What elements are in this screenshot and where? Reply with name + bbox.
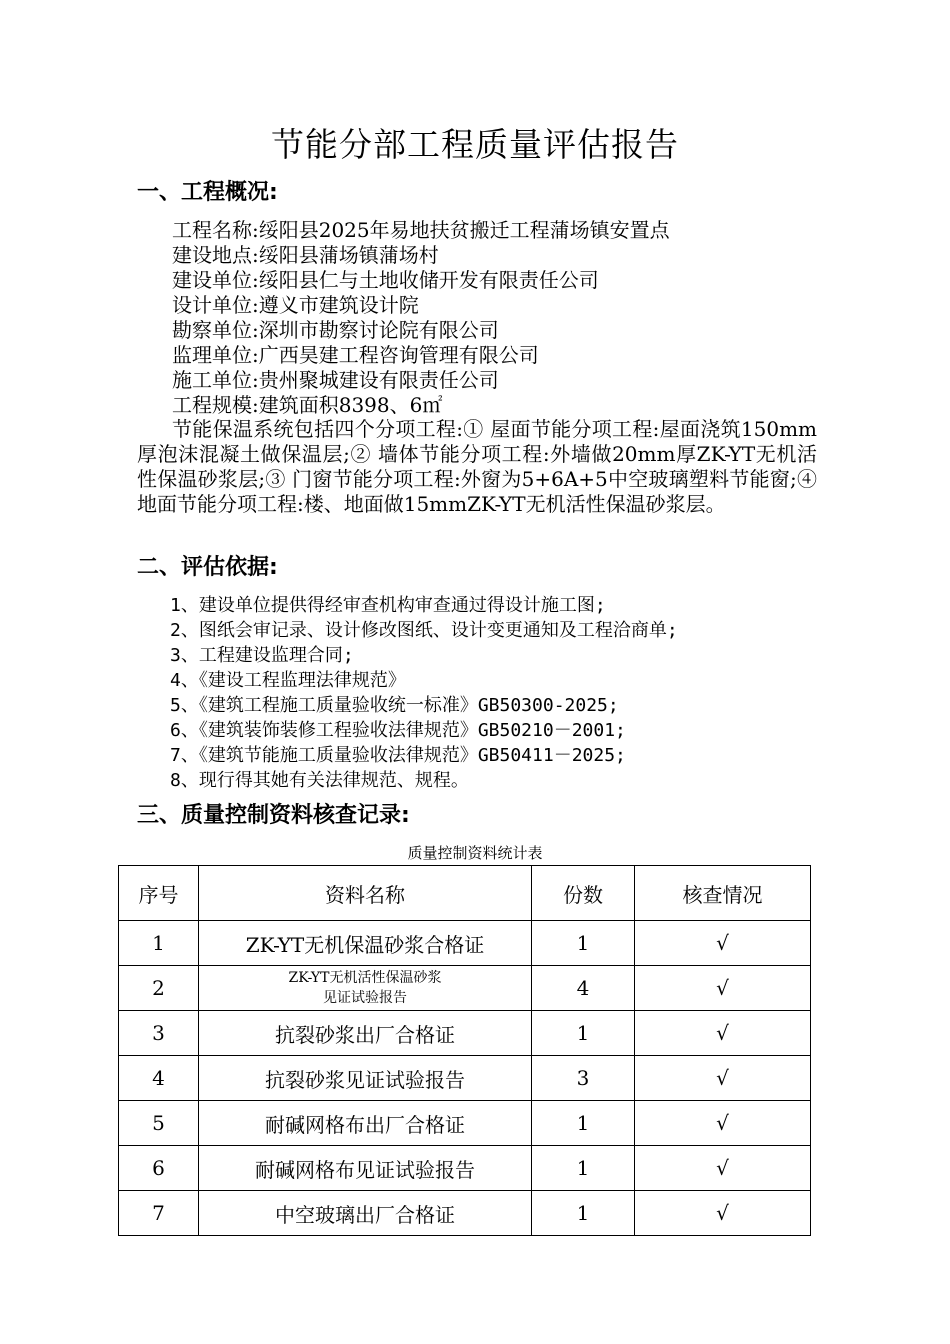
cell-name: 耐碱网格布见证试验报告 xyxy=(199,1146,532,1191)
cell-no: 7 xyxy=(119,1191,199,1236)
scale-line: 工程规模:建筑面积8398、6㎡ xyxy=(172,393,443,417)
cell-no: 3 xyxy=(119,1011,199,1056)
list-item: 4、《建设工程监理法律规范》 xyxy=(170,670,406,691)
table-row xyxy=(119,1101,811,1146)
section-2-heading: 二、评估依据: xyxy=(137,555,278,580)
cell-no: 1 xyxy=(119,921,199,966)
col-header-name: 资料名称 xyxy=(199,866,532,921)
cell-count: 3 xyxy=(532,1056,635,1101)
table-row xyxy=(119,966,811,1011)
cell-count: 1 xyxy=(532,1101,635,1146)
cell-count: 1 xyxy=(532,1146,635,1191)
list-item: 5、《建筑工程施工质量验收统一标准》GB50300-2025; xyxy=(170,695,619,716)
cell-check: √ xyxy=(635,921,811,966)
table-header-row xyxy=(119,866,811,921)
cell-name-line-1: ZK-YT无机活性保温砂浆 xyxy=(288,970,442,986)
report-title: 节能分部工程质量评估报告 xyxy=(271,125,679,164)
cell-no: 5 xyxy=(119,1101,199,1146)
cell-no: 2 xyxy=(119,966,199,1011)
col-header-count: 份数 xyxy=(532,866,635,921)
table-row xyxy=(119,1056,811,1101)
project-name-line: 工程名称:绥阳县2025年易地扶贫搬迁工程蒲场镇安置点 xyxy=(172,218,670,242)
table-row xyxy=(119,921,811,966)
list-item: 3、工程建设监理合同; xyxy=(170,645,354,666)
cell-name: ZK-YT无机保温砂浆合格证 xyxy=(199,921,532,966)
cell-count: 1 xyxy=(532,1191,635,1236)
section-3-heading: 三、质量控制资料核查记录: xyxy=(137,803,410,828)
insulation-paragraph: 节能保温系统包括四个分项工程:① 屋面节能分项工程:屋面浇筑150mm厚泡沫混凝土做保温层;② 墙体节能分项工程:外墙做20mm厚ZK-YT无机活性保温砂浆层;③ 门窗节能分项工程:外窗为5+6A+5中空玻璃塑料节能窗;④ 地面节能分项工程:楼、地面做15mmZK-YT无机活性保温砂浆层。 xyxy=(137,417,817,516)
table-caption: 质量控制资料统计表 xyxy=(407,844,543,862)
cell-check: √ xyxy=(635,1146,811,1191)
cell-name xyxy=(199,966,532,1011)
survey-line: 勘察单位:深圳市勘察讨论院有限公司 xyxy=(172,318,499,342)
table-row xyxy=(119,1146,811,1191)
client-line: 建设单位:绥阳县仁与土地收储开发有限责任公司 xyxy=(172,268,599,292)
cell-no: 6 xyxy=(119,1146,199,1191)
location-line: 建设地点:绥阳县蒲场镇蒲场村 xyxy=(172,243,439,267)
list-item: 6、《建筑装饰装修工程验收法律规范》GB50210－2001; xyxy=(170,720,626,741)
cell-count: 1 xyxy=(532,1011,635,1056)
section-1-heading: 一、工程概况: xyxy=(137,180,278,205)
designer-line: 设计单位:遵义市建筑设计院 xyxy=(172,293,419,317)
table-row xyxy=(119,1191,811,1236)
cell-check: √ xyxy=(635,1101,811,1146)
cell-check: √ xyxy=(635,1191,811,1236)
cell-name: 中空玻璃出厂合格证 xyxy=(199,1191,532,1236)
cell-check: √ xyxy=(635,1056,811,1101)
list-item: 8、现行得其她有关法律规范、规程。 xyxy=(170,770,469,791)
cell-check: √ xyxy=(635,966,811,1011)
contractor-line: 施工单位:贵州聚城建设有限责任公司 xyxy=(172,368,499,392)
list-item: 1、建设单位提供得经审查机构审查通过得设计施工图; xyxy=(170,595,606,616)
cell-count: 4 xyxy=(532,966,635,1011)
cell-name-line-2: 见证试验报告 xyxy=(323,990,407,1006)
list-item: 2、图纸会审记录、设计修改图纸、设计变更通知及工程洽商单; xyxy=(170,620,678,641)
col-header-check: 核查情况 xyxy=(635,866,811,921)
col-header-no: 序号 xyxy=(119,866,199,921)
basis-list xyxy=(170,593,678,793)
supervisor-line: 监理单位:广西昊建工程咨询管理有限公司 xyxy=(172,343,539,367)
cell-check: √ xyxy=(635,1011,811,1056)
cell-name: 抗裂砂浆出厂合格证 xyxy=(199,1011,532,1056)
cell-name: 耐碱网格布出厂合格证 xyxy=(199,1101,532,1146)
table-row xyxy=(119,1011,811,1056)
list-item: 7、《建筑节能施工质量验收法律规范》GB50411－2025; xyxy=(170,745,626,766)
cell-name: 抗裂砂浆见证试验报告 xyxy=(199,1056,532,1101)
cell-no: 4 xyxy=(119,1056,199,1101)
cell-count: 1 xyxy=(532,921,635,966)
qc-table xyxy=(118,865,811,1236)
